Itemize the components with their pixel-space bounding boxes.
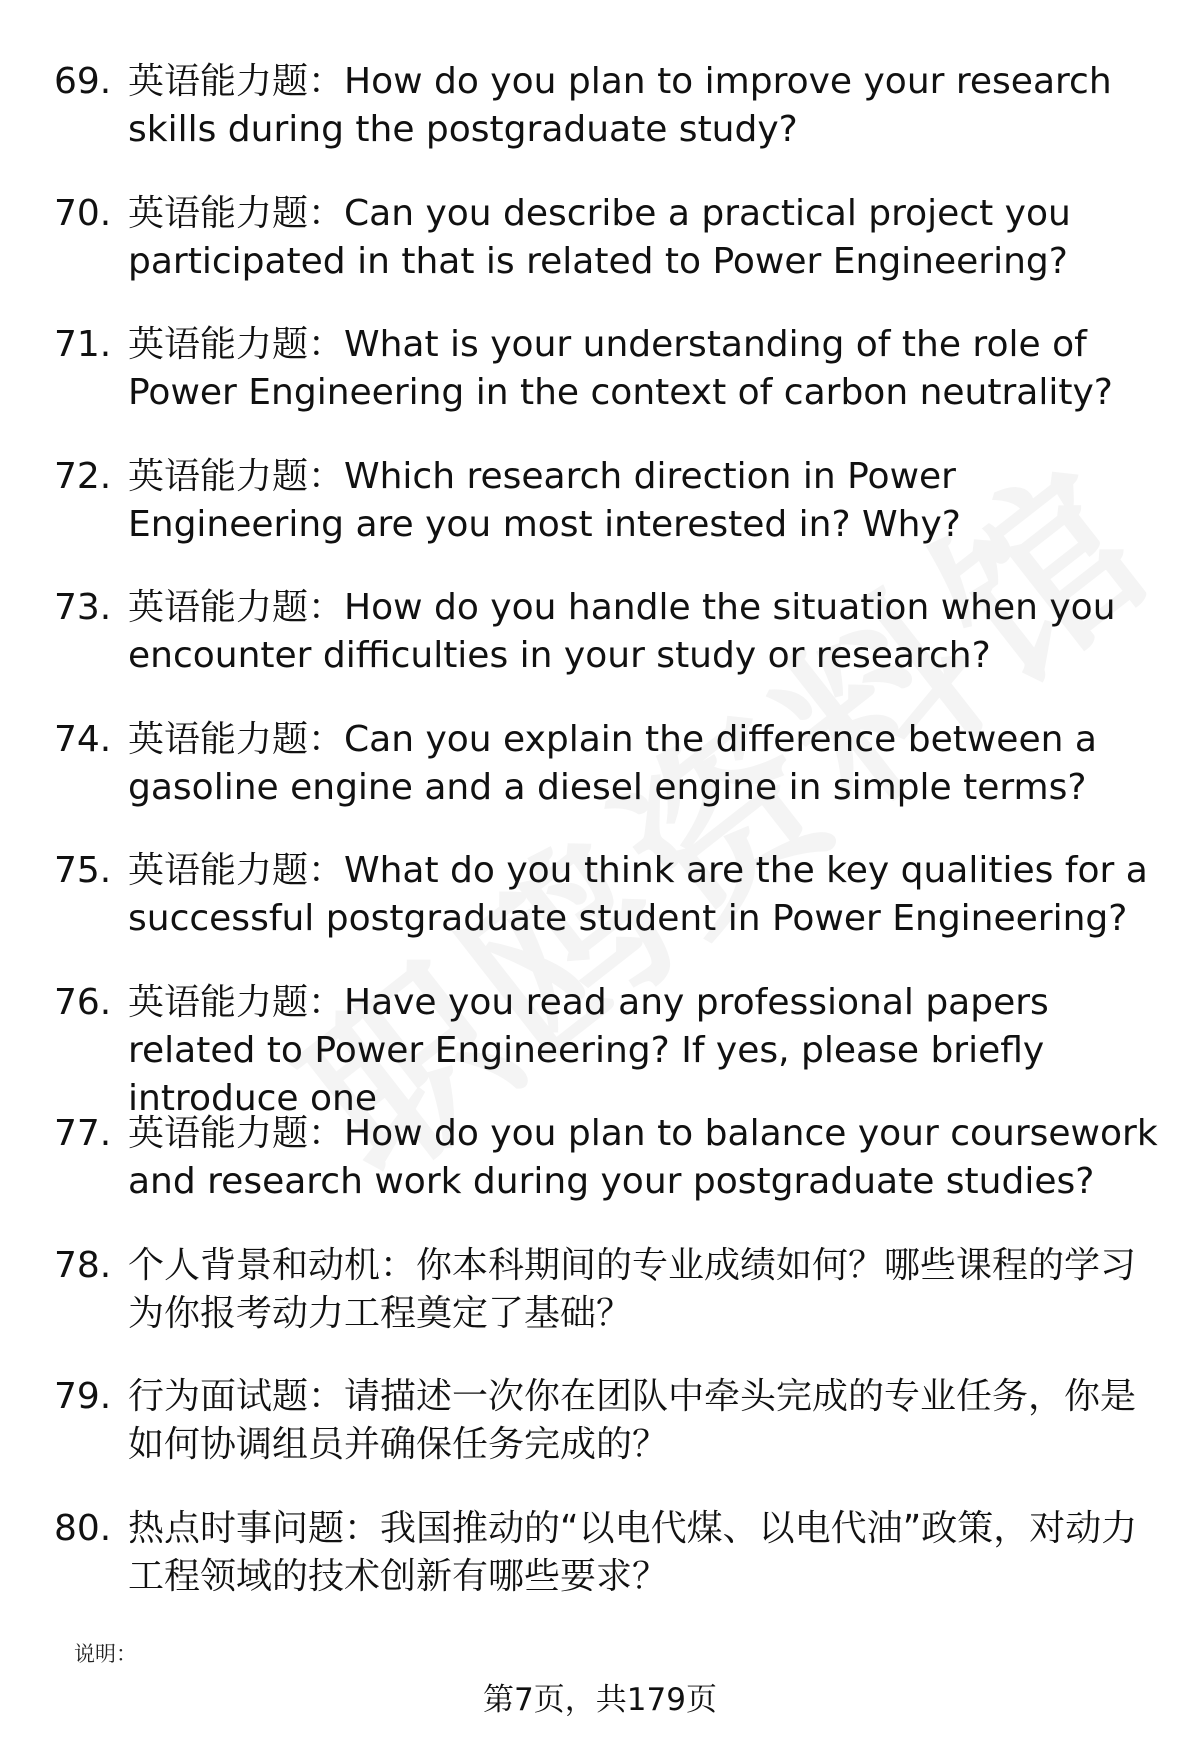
question-item [0, 979, 1200, 1119]
question-item [0, 716, 1200, 848]
question-number: 73. [54, 587, 112, 628]
question-item [0, 847, 1200, 979]
question-number: 72. [54, 455, 112, 497]
page-footer: 第7页，共179页 [483, 1682, 717, 1718]
question-number: 74. [54, 718, 112, 760]
question-text: 英语能力题：How do you handle the situation when you encounter difficulties in your study or research? [128, 587, 1116, 676]
question-item [0, 453, 1200, 585]
question-number: 76. [54, 981, 112, 1023]
question-text: 英语能力题：Which research direction in Power Engineering are you most interested in? Why? [128, 455, 961, 545]
question-item [0, 190, 1200, 322]
question-number: 75. [54, 850, 112, 891]
question-item [0, 58, 1200, 190]
note-label: 说明： [74, 1642, 137, 1666]
question-item [0, 1373, 1200, 1505]
question-item [0, 1110, 1200, 1242]
question-text: 英语能力题：How do you plan to improve your research skills during the postgraduate study? [128, 61, 1112, 150]
question-text: 个人背景和动机：你本科期间的专业成绩如何？哪些课程的学习为你报考动力工程奠定了基础？ [128, 1244, 1137, 1334]
question-text: 英语能力题：What do you think are the key qualities for a successful postgraduate student in Power Engineering? [128, 850, 1148, 939]
question-number: 69. [54, 61, 112, 102]
question-list [0, 58, 1200, 1636]
question-number: 78. [54, 1244, 112, 1286]
question-item [0, 321, 1200, 453]
question-number: 71. [54, 324, 112, 365]
question-text: 英语能力题：What is your understanding of the role of Power Engineering in the context of carbon neutrality? [128, 324, 1113, 413]
question-number: 77. [54, 1113, 112, 1154]
question-item [0, 1505, 1200, 1637]
question-text: 英语能力题：Have you read any professional papers related to Power Engineering? If yes, please briefly introduce one [128, 981, 1049, 1119]
question-text: 英语能力题：How do you plan to balance your coursework and research work during your postgraduate studies? [128, 1113, 1158, 1202]
question-number: 70. [54, 192, 112, 234]
question-item [0, 584, 1200, 716]
question-text: 英语能力题：Can you explain the difference between a gasoline engine and a diesel engine in simple terms? [128, 718, 1097, 808]
question-number: 80. [54, 1507, 112, 1549]
question-number: 79. [54, 1376, 112, 1417]
question-item [0, 1242, 1200, 1374]
question-text: 热点时事问题：我国推动的“以电代煤、以电代油”政策，对动力工程领域的技术创新有哪些要求？ [128, 1507, 1138, 1597]
question-text: 英语能力题：Can you describe a practical project you participated in that is related to Power Engineering? [128, 192, 1071, 282]
question-text: 行为面试题：请描述一次你在团队中牵头完成的专业任务，你是如何协调组员并确保任务完成的？ [128, 1376, 1137, 1465]
